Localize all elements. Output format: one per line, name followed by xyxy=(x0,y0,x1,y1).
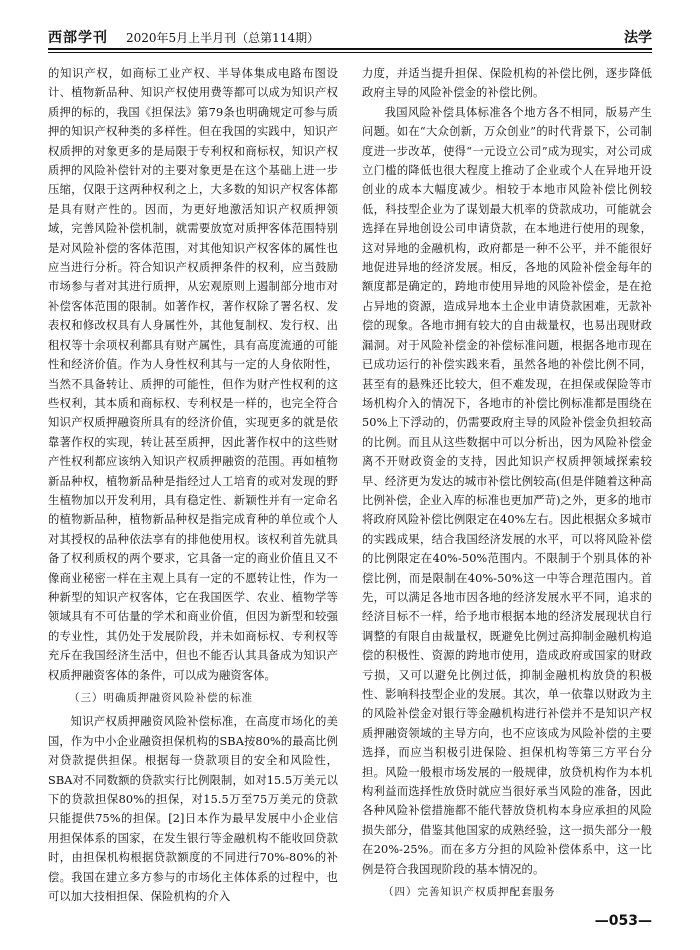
section-subheading: （三）明确质押融资风险补偿的标准 xyxy=(69,692,253,704)
left-column xyxy=(48,64,338,906)
section-label: 法学 xyxy=(624,30,652,46)
right-column xyxy=(362,64,652,906)
issue-info: 2020年5月上半月刊（总第114期） xyxy=(126,31,320,45)
page-number: —053— xyxy=(594,913,652,929)
page-header xyxy=(48,26,652,46)
header-divider-thin xyxy=(48,52,652,53)
body-paragraph: 的知识产权，如商标工业产权、半导体集成电路布图设计、植物新品种、知识产权使用费等都可以成为知识产权质押的标的，我国《担保法》第79条也明确规定可参与质押的知识产权种类的多样性。但在我国的实践中，知识产权质押的对象更多的是局限于专利权和商标权，知识产权质押的风险补偿针对的主要对象更是在这个基础上进一步压缩，仅限于这两种权利之上，大多数的知识产权客体都是具有财产性的。因而，为更好地激活知识产权质押领域，完善风险补偿机制，就需要放宽对质押客体范围特别是对风险补偿的客体范围，对其他知识产权客体的属性也应当进行分析。符合知识产权质押条件的权利，应当鼓励市场参与者对其进行质押，从宏观原则上遏制部分地市对补偿客体范围的限制。如著作权，著作权除了署名权、发表权和修改权具有人身属性外，其他复制权、发行权、出租权等十余项权利都具有财产属性，具有高度流通的可能性和经济价值。作为人身性权利其与一定的人身依附性，当然不具备转让、质押的可能性，但作为财产性权利的这些权利，其本质和商标权、专利权是一样的，也完全符合知识产权质押融资所具有的经济价值，实现更多的就是依靠著作权的实现，转让甚至质押，因此著作权中的这些财产性权利都应该纳入知识产权质押融资的范围。再如植物新品种权，植物新品种是指经过人工培育的或对发现的野生植物加以开发利用，具有稳定性、新颖性并有一定命名的植物新品种，植物新品种权是指完成育种的单位或个人对其授权的品种依法享有的排他使用权。该权利首先就具备了权利质权的两个要求，它具备一定的商业价值且又不像商业秘密一样在主观上具有一定的不愿转让性，作为一种新型的知识产权客体，它在我国医学、农业、植物学等领域具有不可估量的学术和商业价值，但因为新型和较强的专业性，其仍处于发展阶段，并未如商标权、专利权等充斥在我国经济生活中，但也不能否认其具备成为知识产权质押融资客体的条件，可以成为融资客体。 xyxy=(48,67,338,682)
body-paragraph: 知识产权质押融资风险补偿标准，在高度市场化的美国，作为中小企业融资担保机构的SBA按80%的最高比例对贷款提供担保。根据每一贷款项目的安全和风险性，SBA对不同数额的贷款实行比例限制，如对15.5万美元以下的贷款担保80%的担保，对15.5万至75万美元的贷款只能提供75%的担保。[2]日本作为最早发展中小企业信用担保体系的国家，在发生银行等金融机构不能收回贷款时，由担保机构根据贷款额度的不同进行70%-80%的补偿。我国在建立多方参与的市场化主体体系的过程中，也可以加大技相担保、保险机构的介入 xyxy=(48,715,338,904)
header-divider xyxy=(48,48,652,50)
journal-logo: 西部学刊 xyxy=(48,30,108,46)
section-subheading: （四）完善知识产权质押配套服务 xyxy=(383,886,556,899)
body-paragraph: 力度，并适当提升担保、保险机构的补偿比例，逐步降低政府主导的风险补偿金的补偿比例。 xyxy=(362,67,652,100)
body-paragraph: 我国风险补偿具体标准各个地方各不相同，版易产生问题。如在“大众创新，万众创业”的时代背景下，公司制度进一步改革，使得“一元设立公司”成为现实，对公司成立门槛的降低也很大程度上推动了企业或个人在异地开设创业的成本大幅度减少。相较于本地市风险补偿比例较低，科技型企业为了谋划最大机率的贷款成功，可能就会选择在异地创设公司申请贷款，在本地进行使用的现象，这对异地的金融机构，政府都是一种不公平，并不能很好地促进异地的经济发展。相反，各地的风险补偿金每年的额度都是确定的，跨地市使用异地的风险补偿金，是在抢占异地的资源，造成异地本土企业申请贷款困难，无款补偿的现象。各地市拥有较大的自由裁量权，也易出现财政漏洞。对于风险补偿金的补偿标准问题，根据各地市现在已成功运行的补偿实践来看，虽然各地的补偿比例不同，甚至有的悬殊还比较大，但不难发现，在担保或保险等市场机构介入的情况下，各地市的补偿比例标准都是围绕在50%上下浮动的，仍需要政府主导的风险补偿金负担较高的比例。而且从这些数据中可以分析出，因为风险补偿金离不开财政资金的支持，因此知识产权质押领域探索较早、经济更为发达的城市补偿比例较高(但是伴随着这种高比例补偿，企业入库的标准也更加严苛)之外，更多的地市将政府风险补偿比例限定在40%左右。因此根据众多城市的实践成果，结合我国经济发展的水平，可以将风险补偿的比例限定在40%-50%范围内。不限制于个别具体的补偿比例，而是限制在40%-50%这一中等合理范围内。首先，可以满足各地市因各地的经济发展水平不同，追求的经济目标不一样，给予地市根据本地的经济发展现状自行调整的有限自由裁量权，既避免比例过高抑制金融机构追偿的积极性、资源的跨地市使用，造成政府或国家的财政亏损，又可以避免比例过低，抑制金融机构放贷的积极性、影响科技型企业的发展。其次，单一依靠以财政为主的风险补偿金对银行等金融机构进行补偿并不是知识产权质押融资领域的主导方向，也不应该成为风险补偿的主要选择，而应当积极引进保险、担保机构等第三方平台分担。风险一般根市场发展的一般规律，放贷机构作为本机构利益而选择性放贷时就应当很好承当风险的准备，因此各种风险补偿措施都不能代替放贷机构本身应承担的风险损失部分，借鉴其他国家的成熟经验，这一损失部分一般在20%-25%。而在多方分担的风险补偿体系中，这一比例是符合我国现阶段的基本情况的。 xyxy=(362,105,652,876)
